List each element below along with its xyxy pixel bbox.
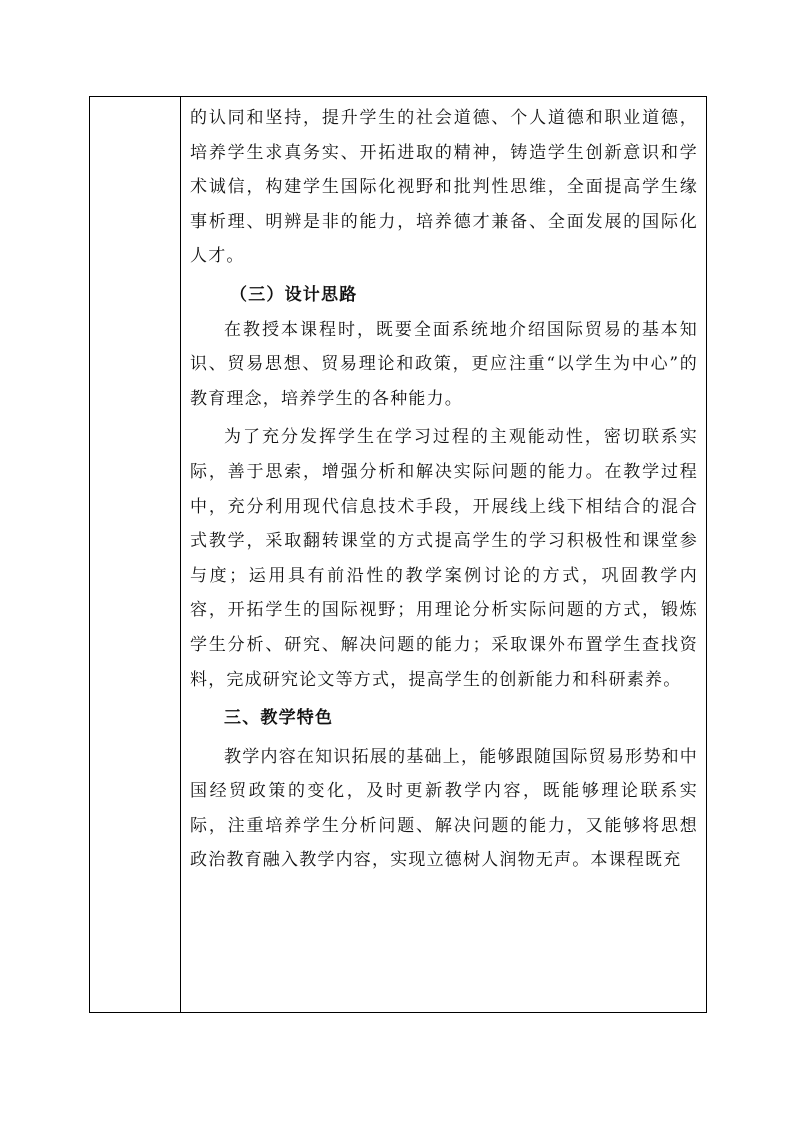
content-table: [89, 96, 707, 1013]
table-content-column: [181, 97, 706, 1012]
section-heading-design: （三）设计思路: [230, 284, 358, 305]
paragraph-design-2: 为了充分发挥学生在学习过程的主观能动性，密切联系实际，善于思索，增强分析和解决实际问题的能力。在教学过程中，充分利用现代信息技术手段，开展线上线下相结合的混合式教学，采取翻转课堂的方式提高学生的学习积极性和课堂参与度；运用具有前沿性的教学案例讨论的方式，巩固教学内容，开拓学生的国际视野；用理论分析实际问题的方式，锻炼学生分析、研究、解决问题的能力；采取课外布置学生查找资料，完成研究论文等方式，提高学生的创新能力和科研素养。: [190, 427, 698, 690]
section-heading-features: 三、教学特色: [224, 708, 334, 729]
table-label-column: [90, 97, 181, 1012]
paragraph-features: 教学内容在知识拓展的基础上，能够跟随国际贸易形势和中国经贸政策的变化，及时更新教学内容，既能够理论联系实际，注重培养学生分析问题、解决问题的能力，又能够将思想政治教育融入教学内容，实现立德树人润物无声。本课程既充: [190, 746, 698, 871]
paragraph-continuation: 的认同和坚持，提升学生的社会道德、个人道德和职业道德，培养学生求真务实、开拓进取的精神，铸造学生创新意识和学术诚信，构建学生国际化视野和批判性思维，全面提高学生缘事析理、明辨是非的能力，培养德才兼备、全面发展的国际化人才。: [190, 108, 698, 267]
document-body: [190, 101, 698, 878]
paragraph-design-1: 在教授本课程时，既要全面系统地介绍国际贸易的基本知识、贸易思想、贸易理论和政策，更应注重“以学生为中心”的教育理念，培养学生的各种能力。: [190, 319, 698, 409]
